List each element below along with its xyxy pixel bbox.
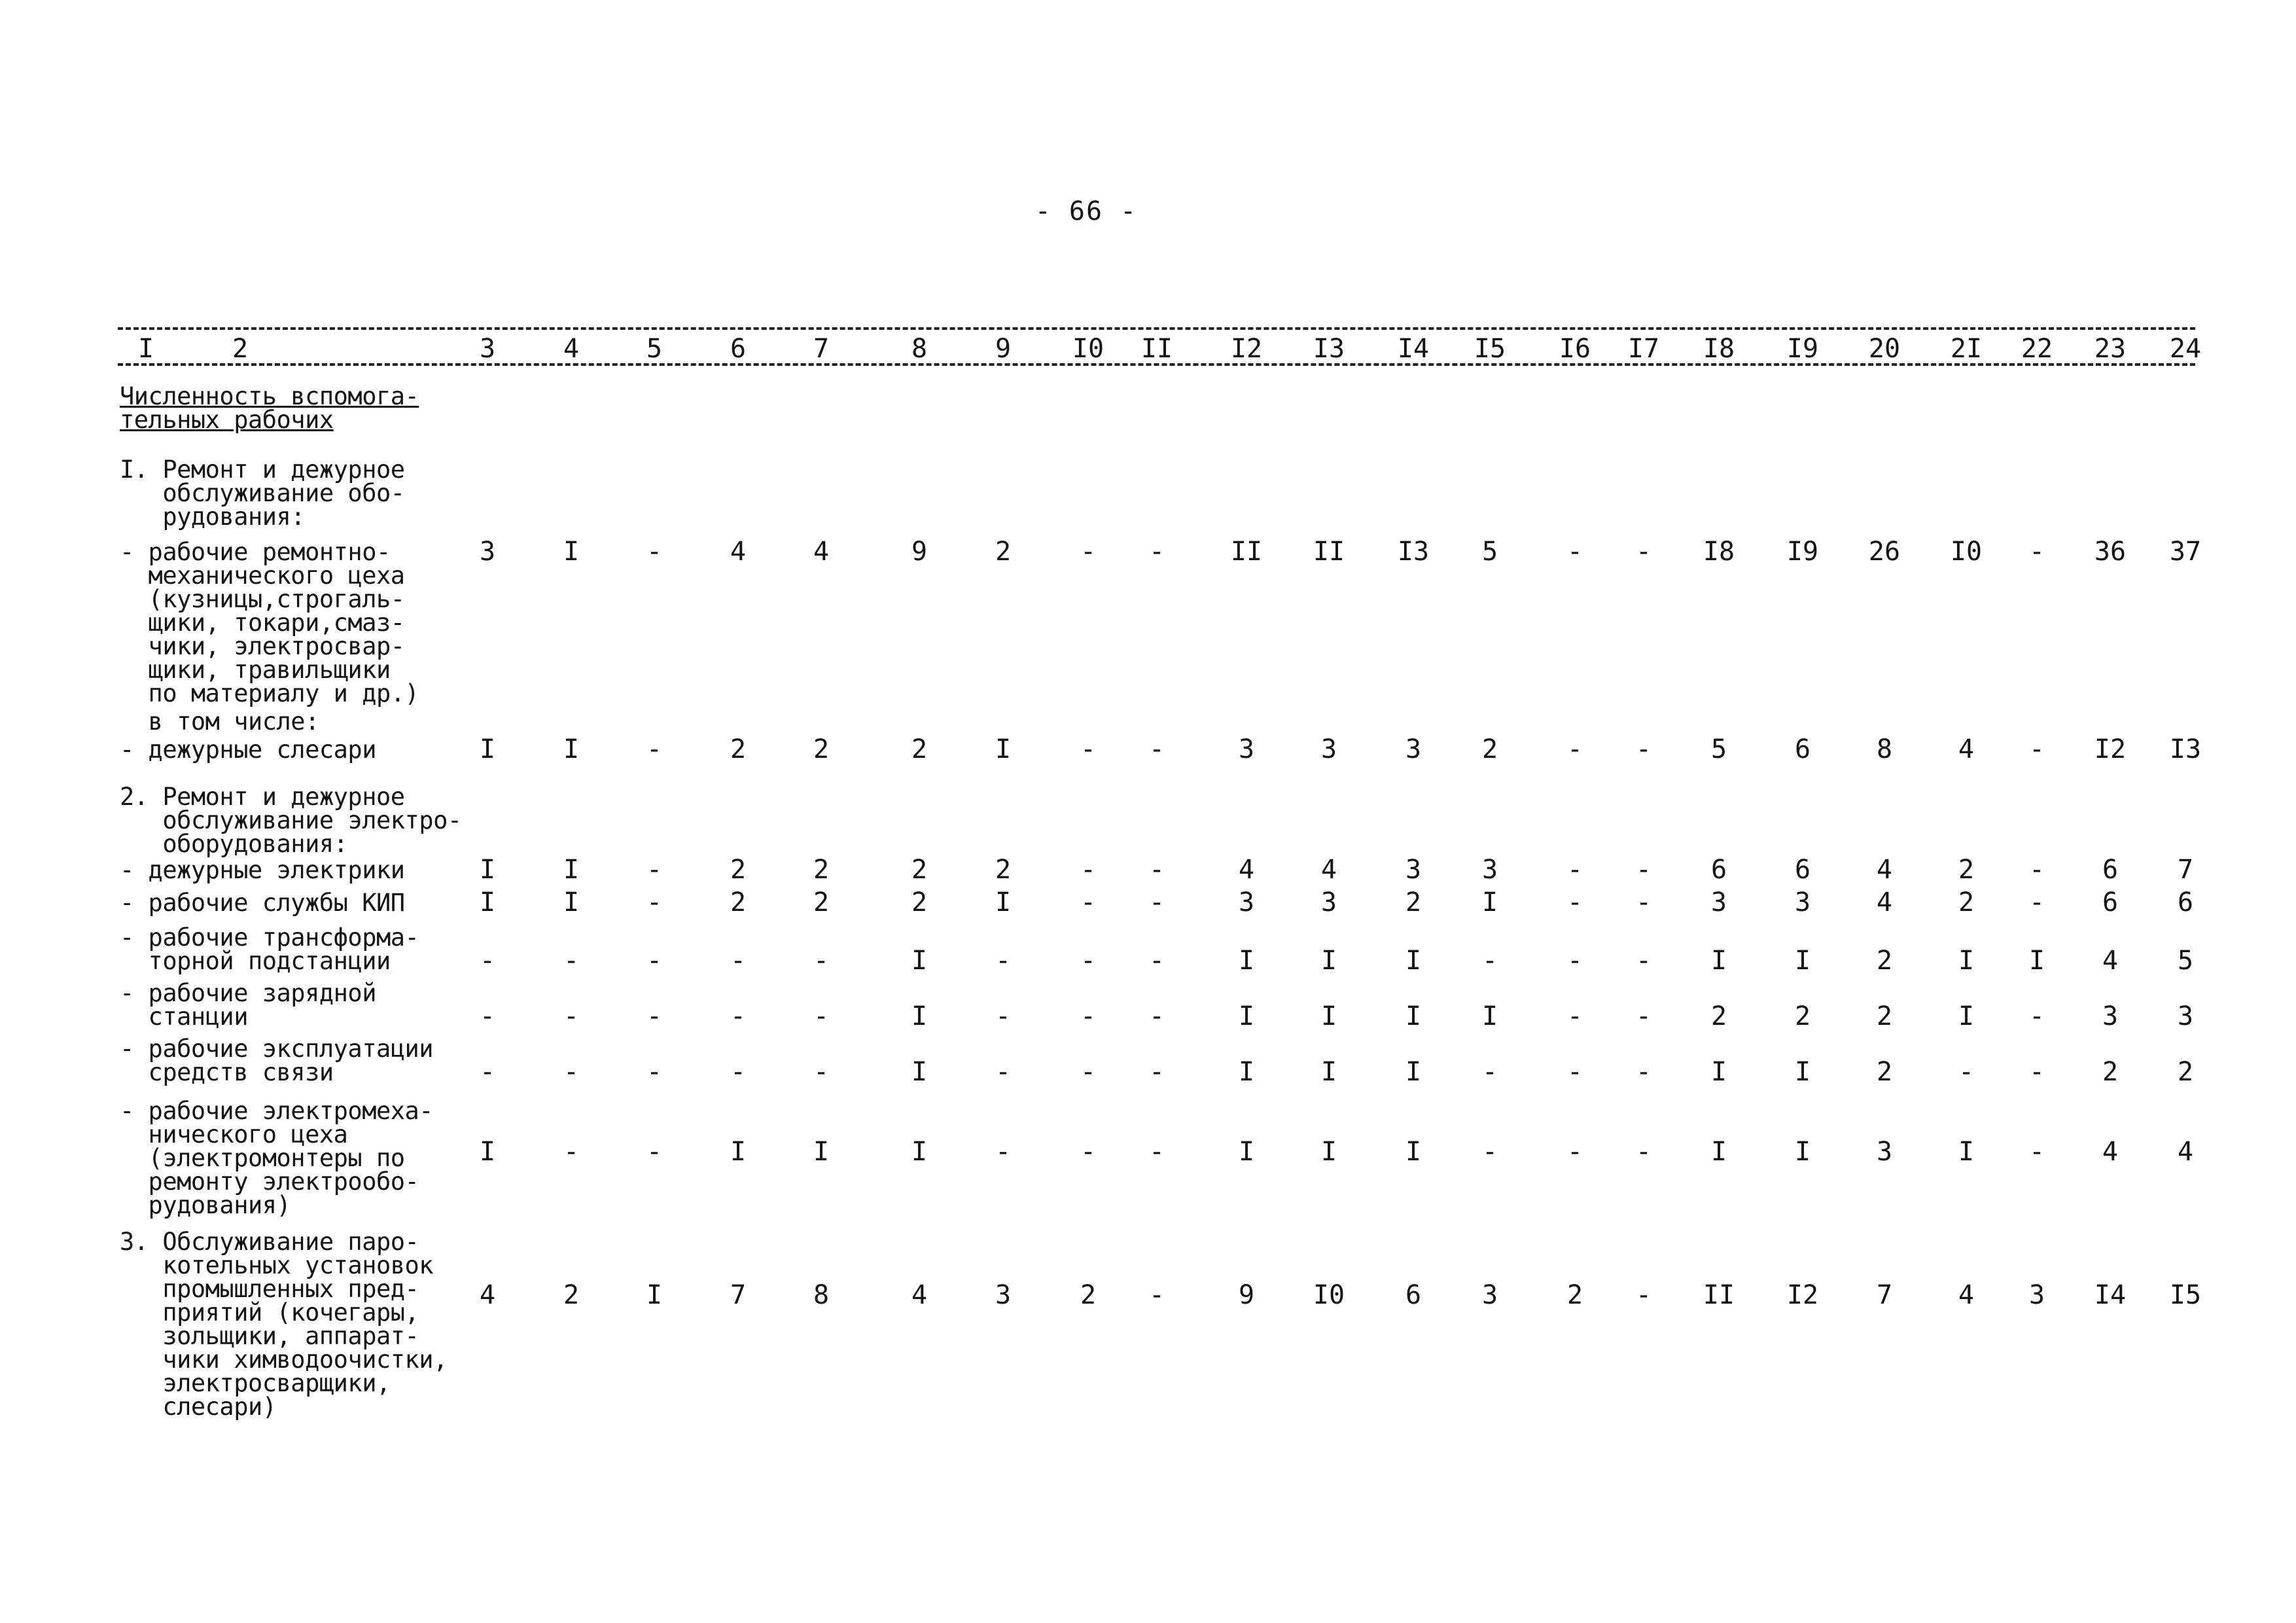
- table-cell: 4: [479, 1280, 496, 1310]
- table-cell: -: [2028, 1001, 2045, 1031]
- table-cell: -: [813, 1057, 830, 1087]
- table-cell: -: [813, 946, 830, 976]
- table-header-rule: [118, 363, 2195, 366]
- table-cell: 2: [563, 1280, 580, 1310]
- row-label: - рабочие эксплуатации средств связи: [120, 1035, 434, 1086]
- table-cell: I: [1238, 1001, 1255, 1031]
- table-cell: -: [563, 946, 580, 976]
- table-cell: 4: [2102, 946, 2119, 976]
- column-number-19: I9: [1786, 334, 1819, 364]
- table-cell: -: [1566, 946, 1583, 976]
- table-cell: 5: [1710, 734, 1727, 764]
- row-label: - рабочие ремонтно- механического цеха (кузницы,строгаль- щики, токари,смаз- чики, электросвар- щики, травильщики по материалу и др.): [120, 538, 419, 707]
- table-cell: -: [1080, 1137, 1097, 1167]
- table-cell: -: [1481, 1137, 1498, 1167]
- table-cell: I: [2028, 946, 2045, 976]
- table-cell: I: [995, 734, 1012, 764]
- table-cell: I: [911, 946, 928, 976]
- table-cell: 2: [813, 734, 830, 764]
- table-cell: 2: [911, 855, 928, 885]
- row-label: - дежурные электрики: [120, 856, 405, 884]
- table-cell: -: [813, 1001, 830, 1031]
- row-label: - рабочие зарядной станции: [120, 979, 376, 1031]
- table-cell: I5: [2169, 1280, 2202, 1310]
- column-number-1: I: [137, 334, 154, 364]
- table-cell: 2: [1876, 946, 1893, 976]
- table-cell: 3: [1481, 1280, 1498, 1310]
- table-cell: -: [2028, 1137, 2045, 1167]
- table-cell: 3: [1238, 734, 1255, 764]
- table-cell: I: [563, 855, 580, 885]
- table-cell: -: [730, 946, 747, 976]
- table-cell: I: [563, 887, 580, 918]
- table-cell: 6: [1794, 734, 1811, 764]
- column-number-3: 3: [479, 334, 496, 364]
- table-cell: II: [1230, 537, 1263, 567]
- table-cell: -: [1635, 537, 1652, 567]
- row-label: 3. Обслуживание паро- котельных установок промышленных пред- приятий (кочегары, зольщики, аппарат- чики химводоочистки, электросварщики, слесари): [120, 1228, 448, 1421]
- table-cell: I9: [1786, 537, 1819, 567]
- table-cell: I0: [1950, 537, 1983, 567]
- page-number: - 66 -: [1034, 196, 1138, 226]
- table-cell: 3: [2102, 1001, 2119, 1031]
- column-number-6: 6: [730, 334, 747, 364]
- table-cell: -: [1566, 1057, 1583, 1087]
- table-cell: 37: [2169, 537, 2202, 567]
- table-cell: 3: [1320, 887, 1337, 918]
- table-cell: I: [1710, 946, 1727, 976]
- column-number-22: 22: [2021, 334, 2053, 364]
- table-cell: 5: [2177, 946, 2194, 976]
- column-number-5: 5: [646, 334, 663, 364]
- column-number-18: I8: [1703, 334, 1735, 364]
- table-cell: 2: [911, 734, 928, 764]
- table-cell: -: [1566, 1001, 1583, 1031]
- column-number-2: 2: [232, 334, 249, 364]
- table-cell: I3: [1397, 537, 1430, 567]
- table-cell: 3: [2177, 1001, 2194, 1031]
- table-cell: 4: [1320, 855, 1337, 885]
- table-cell: -: [479, 946, 496, 976]
- table-cell: -: [995, 946, 1012, 976]
- table-cell: 9: [1238, 1280, 1255, 1310]
- table-cell: I: [1320, 1001, 1337, 1031]
- table-cell: -: [1148, 1137, 1165, 1167]
- row-label: 2. Ремонт и дежурное обслуживание электро- оборудования:: [120, 783, 462, 858]
- table-cell: -: [646, 1057, 663, 1087]
- table-cell: I: [479, 855, 496, 885]
- table-cell: I: [1238, 1137, 1255, 1167]
- row-label: - рабочие трансформа- торной подстанции: [120, 923, 419, 975]
- table-cell: -: [479, 1001, 496, 1031]
- table-cell: I: [563, 734, 580, 764]
- table-cell: 2: [2177, 1057, 2194, 1087]
- table-cell: -: [2028, 734, 2045, 764]
- column-number-15: I5: [1474, 334, 1506, 364]
- table-cell: II: [1703, 1280, 1735, 1310]
- table-cell: I: [1958, 946, 1975, 976]
- table-cell: I2: [2094, 734, 2127, 764]
- table-cell: -: [1080, 1001, 1097, 1031]
- column-number-16: I6: [1559, 334, 1591, 364]
- column-number-23: 23: [2094, 334, 2127, 364]
- table-cell: 4: [813, 537, 830, 567]
- table-title: Численность вспомога- тельных рабочих: [120, 382, 419, 434]
- table-cell: I: [730, 1137, 747, 1167]
- table-cell: -: [646, 734, 663, 764]
- table-cell: I8: [1703, 537, 1735, 567]
- table-cell: 3: [1405, 855, 1422, 885]
- table-cell: 3: [1405, 734, 1422, 764]
- table-cell: 4: [1876, 855, 1893, 885]
- table-cell: I: [1958, 1001, 1975, 1031]
- table-cell: 6: [1794, 855, 1811, 885]
- table-cell: -: [646, 1001, 663, 1031]
- column-number-21: 2I: [1950, 334, 1983, 364]
- table-cell: 36: [2094, 537, 2127, 567]
- column-number-17: I7: [1627, 334, 1660, 364]
- table-cell: -: [1958, 1057, 1975, 1087]
- table-cell: -: [1635, 1280, 1652, 1310]
- table-cell: -: [1080, 734, 1097, 764]
- table-cell: 3: [2028, 1280, 2045, 1310]
- table-cell: 4: [1958, 734, 1975, 764]
- table-cell: 3: [1794, 887, 1811, 918]
- table-cell: -: [1635, 946, 1652, 976]
- table-cell: -: [995, 1137, 1012, 1167]
- table-cell: -: [730, 1001, 747, 1031]
- table-cell: -: [646, 946, 663, 976]
- table-cell: 2: [1080, 1280, 1097, 1310]
- table-cell: -: [1148, 887, 1165, 918]
- table-cell: I: [479, 887, 496, 918]
- table-cell: 6: [1405, 1280, 1422, 1310]
- table-cell: -: [1481, 1057, 1498, 1087]
- table-cell: -: [1148, 1001, 1165, 1031]
- table-cell: 4: [2177, 1137, 2194, 1167]
- table-cell: 4: [1238, 855, 1255, 885]
- table-cell: I: [1481, 887, 1498, 918]
- table-cell: 2: [1876, 1001, 1893, 1031]
- table-cell: 4: [730, 537, 747, 567]
- column-number-14: I4: [1397, 334, 1430, 364]
- table-cell: I: [1794, 1137, 1811, 1167]
- table-cell: I: [1710, 1057, 1727, 1087]
- table-cell: -: [1148, 1057, 1165, 1087]
- table-cell: 2: [730, 887, 747, 918]
- table-cell: I4: [2094, 1280, 2127, 1310]
- column-number-8: 8: [911, 334, 928, 364]
- table-cell: -: [2028, 537, 2045, 567]
- table-cell: 6: [2102, 887, 2119, 918]
- table-cell: I: [479, 734, 496, 764]
- table-cell: I: [1405, 1137, 1422, 1167]
- table-cell: -: [1481, 946, 1498, 976]
- table-cell: 6: [2102, 855, 2119, 885]
- table-cell: 3: [1876, 1137, 1893, 1167]
- table-cell: II: [1313, 537, 1345, 567]
- table-cell: I: [911, 1137, 928, 1167]
- row-label: - дежурные слесари: [120, 736, 376, 764]
- table-cell: -: [1566, 734, 1583, 764]
- table-cell: -: [1148, 537, 1165, 567]
- table-cell: I3: [2169, 734, 2202, 764]
- table-cell: 2: [911, 887, 928, 918]
- table-cell: -: [1148, 1280, 1165, 1310]
- table-cell: 5: [1481, 537, 1498, 567]
- table-cell: 4: [911, 1280, 928, 1310]
- table-cell: 3: [1481, 855, 1498, 885]
- table-cell: I: [1405, 946, 1422, 976]
- table-cell: -: [1635, 887, 1652, 918]
- table-cell: -: [1080, 946, 1097, 976]
- table-cell: 2: [1710, 1001, 1727, 1031]
- table-cell: 3: [1320, 734, 1337, 764]
- table-cell: 7: [2177, 855, 2194, 885]
- table-cell: I: [1320, 1057, 1337, 1087]
- column-number-20: 20: [1868, 334, 1901, 364]
- table-cell: I: [995, 887, 1012, 918]
- table-cell: -: [2028, 1057, 2045, 1087]
- table-cell: I: [1710, 1137, 1727, 1167]
- table-cell: -: [1635, 855, 1652, 885]
- table-cell: -: [730, 1057, 747, 1087]
- table-cell: 2: [1481, 734, 1498, 764]
- table-cell: -: [646, 855, 663, 885]
- table-cell: 7: [1876, 1280, 1893, 1310]
- table-cell: 26: [1868, 537, 1901, 567]
- table-cell: I: [911, 1001, 928, 1031]
- column-number-9: 9: [995, 334, 1012, 364]
- table-cell: 2: [1958, 855, 1975, 885]
- table-cell: 8: [1876, 734, 1893, 764]
- table-cell: -: [1080, 1057, 1097, 1087]
- table-cell: I: [1958, 1137, 1975, 1167]
- table-cell: 2: [995, 855, 1012, 885]
- table-cell: -: [2028, 855, 2045, 885]
- table-cell: 4: [1958, 1280, 1975, 1310]
- table-cell: 2: [1794, 1001, 1811, 1031]
- table-cell: I: [1794, 1057, 1811, 1087]
- table-cell: I: [1794, 946, 1811, 976]
- table-cell: I2: [1786, 1280, 1819, 1310]
- table-cell: -: [995, 1001, 1012, 1031]
- table-cell: -: [1566, 1137, 1583, 1167]
- table-cell: 4: [2102, 1137, 2119, 1167]
- table-cell: 3: [479, 537, 496, 567]
- table-cell: 4: [1876, 887, 1893, 918]
- table-cell: 9: [911, 537, 928, 567]
- table-cell: -: [1566, 537, 1583, 567]
- table-cell: I: [646, 1280, 663, 1310]
- table-cell: -: [1635, 1001, 1652, 1031]
- table-cell: -: [1080, 855, 1097, 885]
- row-label: в том числе:: [120, 707, 319, 736]
- table-cell: I: [1405, 1057, 1422, 1087]
- table-cell: -: [646, 887, 663, 918]
- table-cell: -: [1080, 537, 1097, 567]
- table-cell: -: [646, 537, 663, 567]
- table-cell: -: [563, 1001, 580, 1031]
- table-cell: I: [1320, 1137, 1337, 1167]
- table-cell: 2: [813, 855, 830, 885]
- table-cell: -: [995, 1057, 1012, 1087]
- table-cell: -: [2028, 887, 2045, 918]
- table-cell: -: [646, 1137, 663, 1167]
- table-cell: I: [813, 1137, 830, 1167]
- table-cell: -: [1080, 887, 1097, 918]
- table-cell: 3: [1710, 887, 1727, 918]
- column-number-10: I0: [1072, 334, 1104, 364]
- table-cell: -: [1566, 887, 1583, 918]
- row-label: - рабочие электромеха- нического цеха (электромонтеры по ремонту электрообо- рудования): [120, 1097, 434, 1219]
- table-cell: -: [1566, 855, 1583, 885]
- column-number-12: I2: [1230, 334, 1263, 364]
- table-cell: -: [563, 1057, 580, 1087]
- table-cell: 2: [1405, 887, 1422, 918]
- table-cell: I: [1405, 1001, 1422, 1031]
- table-cell: I: [563, 537, 580, 567]
- table-cell: I: [1481, 1001, 1498, 1031]
- table-cell: I: [1320, 946, 1337, 976]
- row-label: I. Ремонт и дежурное обслуживание обо- рудования:: [120, 455, 405, 531]
- table-cell: 8: [813, 1280, 830, 1310]
- table-cell: 2: [2102, 1057, 2119, 1087]
- table-cell: -: [1635, 1057, 1652, 1087]
- table-cell: 2: [813, 887, 830, 918]
- column-number-13: I3: [1313, 334, 1345, 364]
- table-cell: 2: [1876, 1057, 1893, 1087]
- table-cell: -: [1635, 1137, 1652, 1167]
- table-cell: 2: [1566, 1280, 1583, 1310]
- table-cell: 7: [730, 1280, 747, 1310]
- table-cell: 2: [995, 537, 1012, 567]
- table-cell: -: [1148, 946, 1165, 976]
- table-cell: -: [1148, 734, 1165, 764]
- table-cell: 2: [730, 734, 747, 764]
- table-cell: I0: [1313, 1280, 1345, 1310]
- column-number-4: 4: [563, 334, 580, 364]
- table-cell: 2: [730, 855, 747, 885]
- row-label: - рабочие службы КИП: [120, 889, 405, 917]
- table-cell: -: [1148, 855, 1165, 885]
- table-cell: I: [479, 1137, 496, 1167]
- table-cell: I: [1238, 946, 1255, 976]
- table-cell: 6: [2177, 887, 2194, 918]
- column-number-11: II: [1140, 334, 1173, 364]
- column-number-24: 24: [2169, 334, 2202, 364]
- table-cell: 2: [1958, 887, 1975, 918]
- table-cell: -: [563, 1137, 580, 1167]
- table-cell: 3: [1238, 887, 1255, 918]
- column-number-7: 7: [813, 334, 830, 364]
- table-top-rule: [118, 327, 2195, 330]
- table-cell: -: [479, 1057, 496, 1087]
- table-cell: -: [1635, 734, 1652, 764]
- table-cell: 6: [1710, 855, 1727, 885]
- table-cell: 3: [995, 1280, 1012, 1310]
- table-cell: I: [1238, 1057, 1255, 1087]
- table-cell: I: [911, 1057, 928, 1087]
